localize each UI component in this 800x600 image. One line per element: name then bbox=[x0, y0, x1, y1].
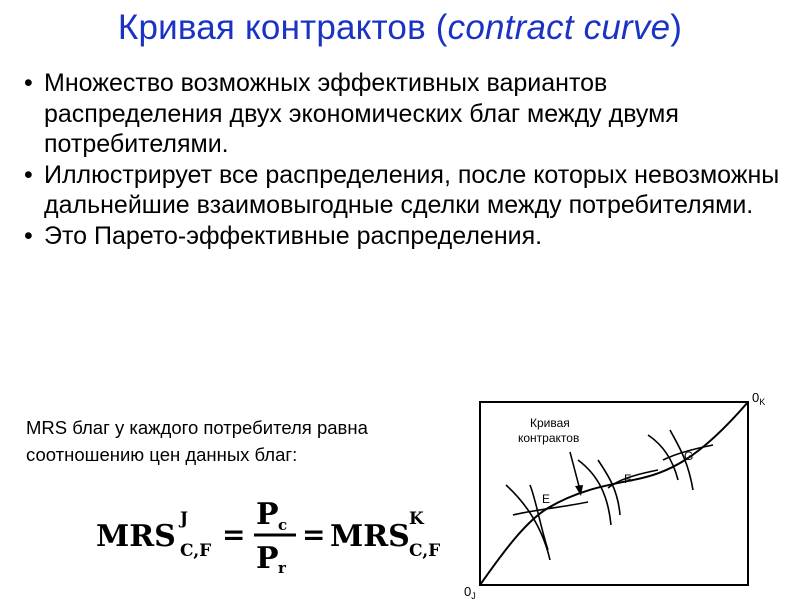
formula-lhs-sub: C,F bbox=[180, 541, 212, 561]
bullet-list bbox=[22, 68, 792, 251]
point-g-label: G bbox=[684, 449, 694, 463]
bullet-text: Множество возможных эффективных вариантов распределения двух экономических благ между двумя потребителями. bbox=[44, 69, 679, 158]
bullet-text: Это Парето-эффективные распределения. bbox=[44, 221, 543, 250]
bullet-text: Иллюстрирует все распределения, после которых невозможны дальнейшие взаимовыгодные сделки между потребителями. bbox=[44, 160, 780, 219]
bullet-item bbox=[22, 221, 792, 252]
origin-k-label: $0_K$ bbox=[752, 390, 766, 407]
formula-numerator-sub: c bbox=[278, 516, 288, 534]
formula-denominator: P bbox=[256, 541, 279, 574]
formula-lhs-sup: J bbox=[180, 509, 189, 529]
mrs-formula bbox=[96, 494, 446, 574]
origin-j-label: $0_J$ bbox=[464, 584, 476, 600]
point-e-label: E bbox=[542, 492, 551, 506]
formula-equals-2: = bbox=[302, 518, 326, 551]
formula-rhs-sup: K bbox=[409, 509, 424, 529]
formula-equals: = bbox=[222, 518, 246, 551]
title-close: ) bbox=[670, 8, 683, 47]
callout-line-1: Кривая bbox=[530, 416, 570, 430]
edgeworth-box bbox=[480, 402, 748, 585]
edgeworth-box-diagram bbox=[458, 390, 788, 600]
mrs-note: MRS благ у каждого потребителя равна соотношению цен данных благ: bbox=[26, 417, 368, 465]
bullet-symbol: • bbox=[24, 69, 33, 97]
formula-rhs-sub: C,F bbox=[409, 541, 441, 561]
bullet-item bbox=[22, 68, 792, 160]
formula-rhs: MRS bbox=[330, 519, 410, 554]
indifference-curves-g bbox=[648, 430, 713, 490]
title-italic: contract curve bbox=[447, 8, 671, 47]
formula-denominator-sub: r bbox=[278, 559, 286, 574]
bullet-item bbox=[22, 160, 792, 221]
formula-lhs: MRS bbox=[96, 519, 176, 554]
bullet-symbol: • bbox=[24, 221, 33, 250]
formula-numerator: P bbox=[256, 497, 279, 532]
title-main: Кривая контрактов ( bbox=[117, 8, 448, 47]
point-f-label: F bbox=[624, 472, 632, 486]
indifference-curves-f bbox=[578, 460, 658, 525]
callout-arrow-line bbox=[570, 452, 580, 490]
contract-curve bbox=[480, 402, 748, 585]
slide-title bbox=[0, 8, 800, 48]
bullet-symbol: • bbox=[24, 160, 33, 189]
callout-line-2: контрактов bbox=[518, 431, 580, 445]
